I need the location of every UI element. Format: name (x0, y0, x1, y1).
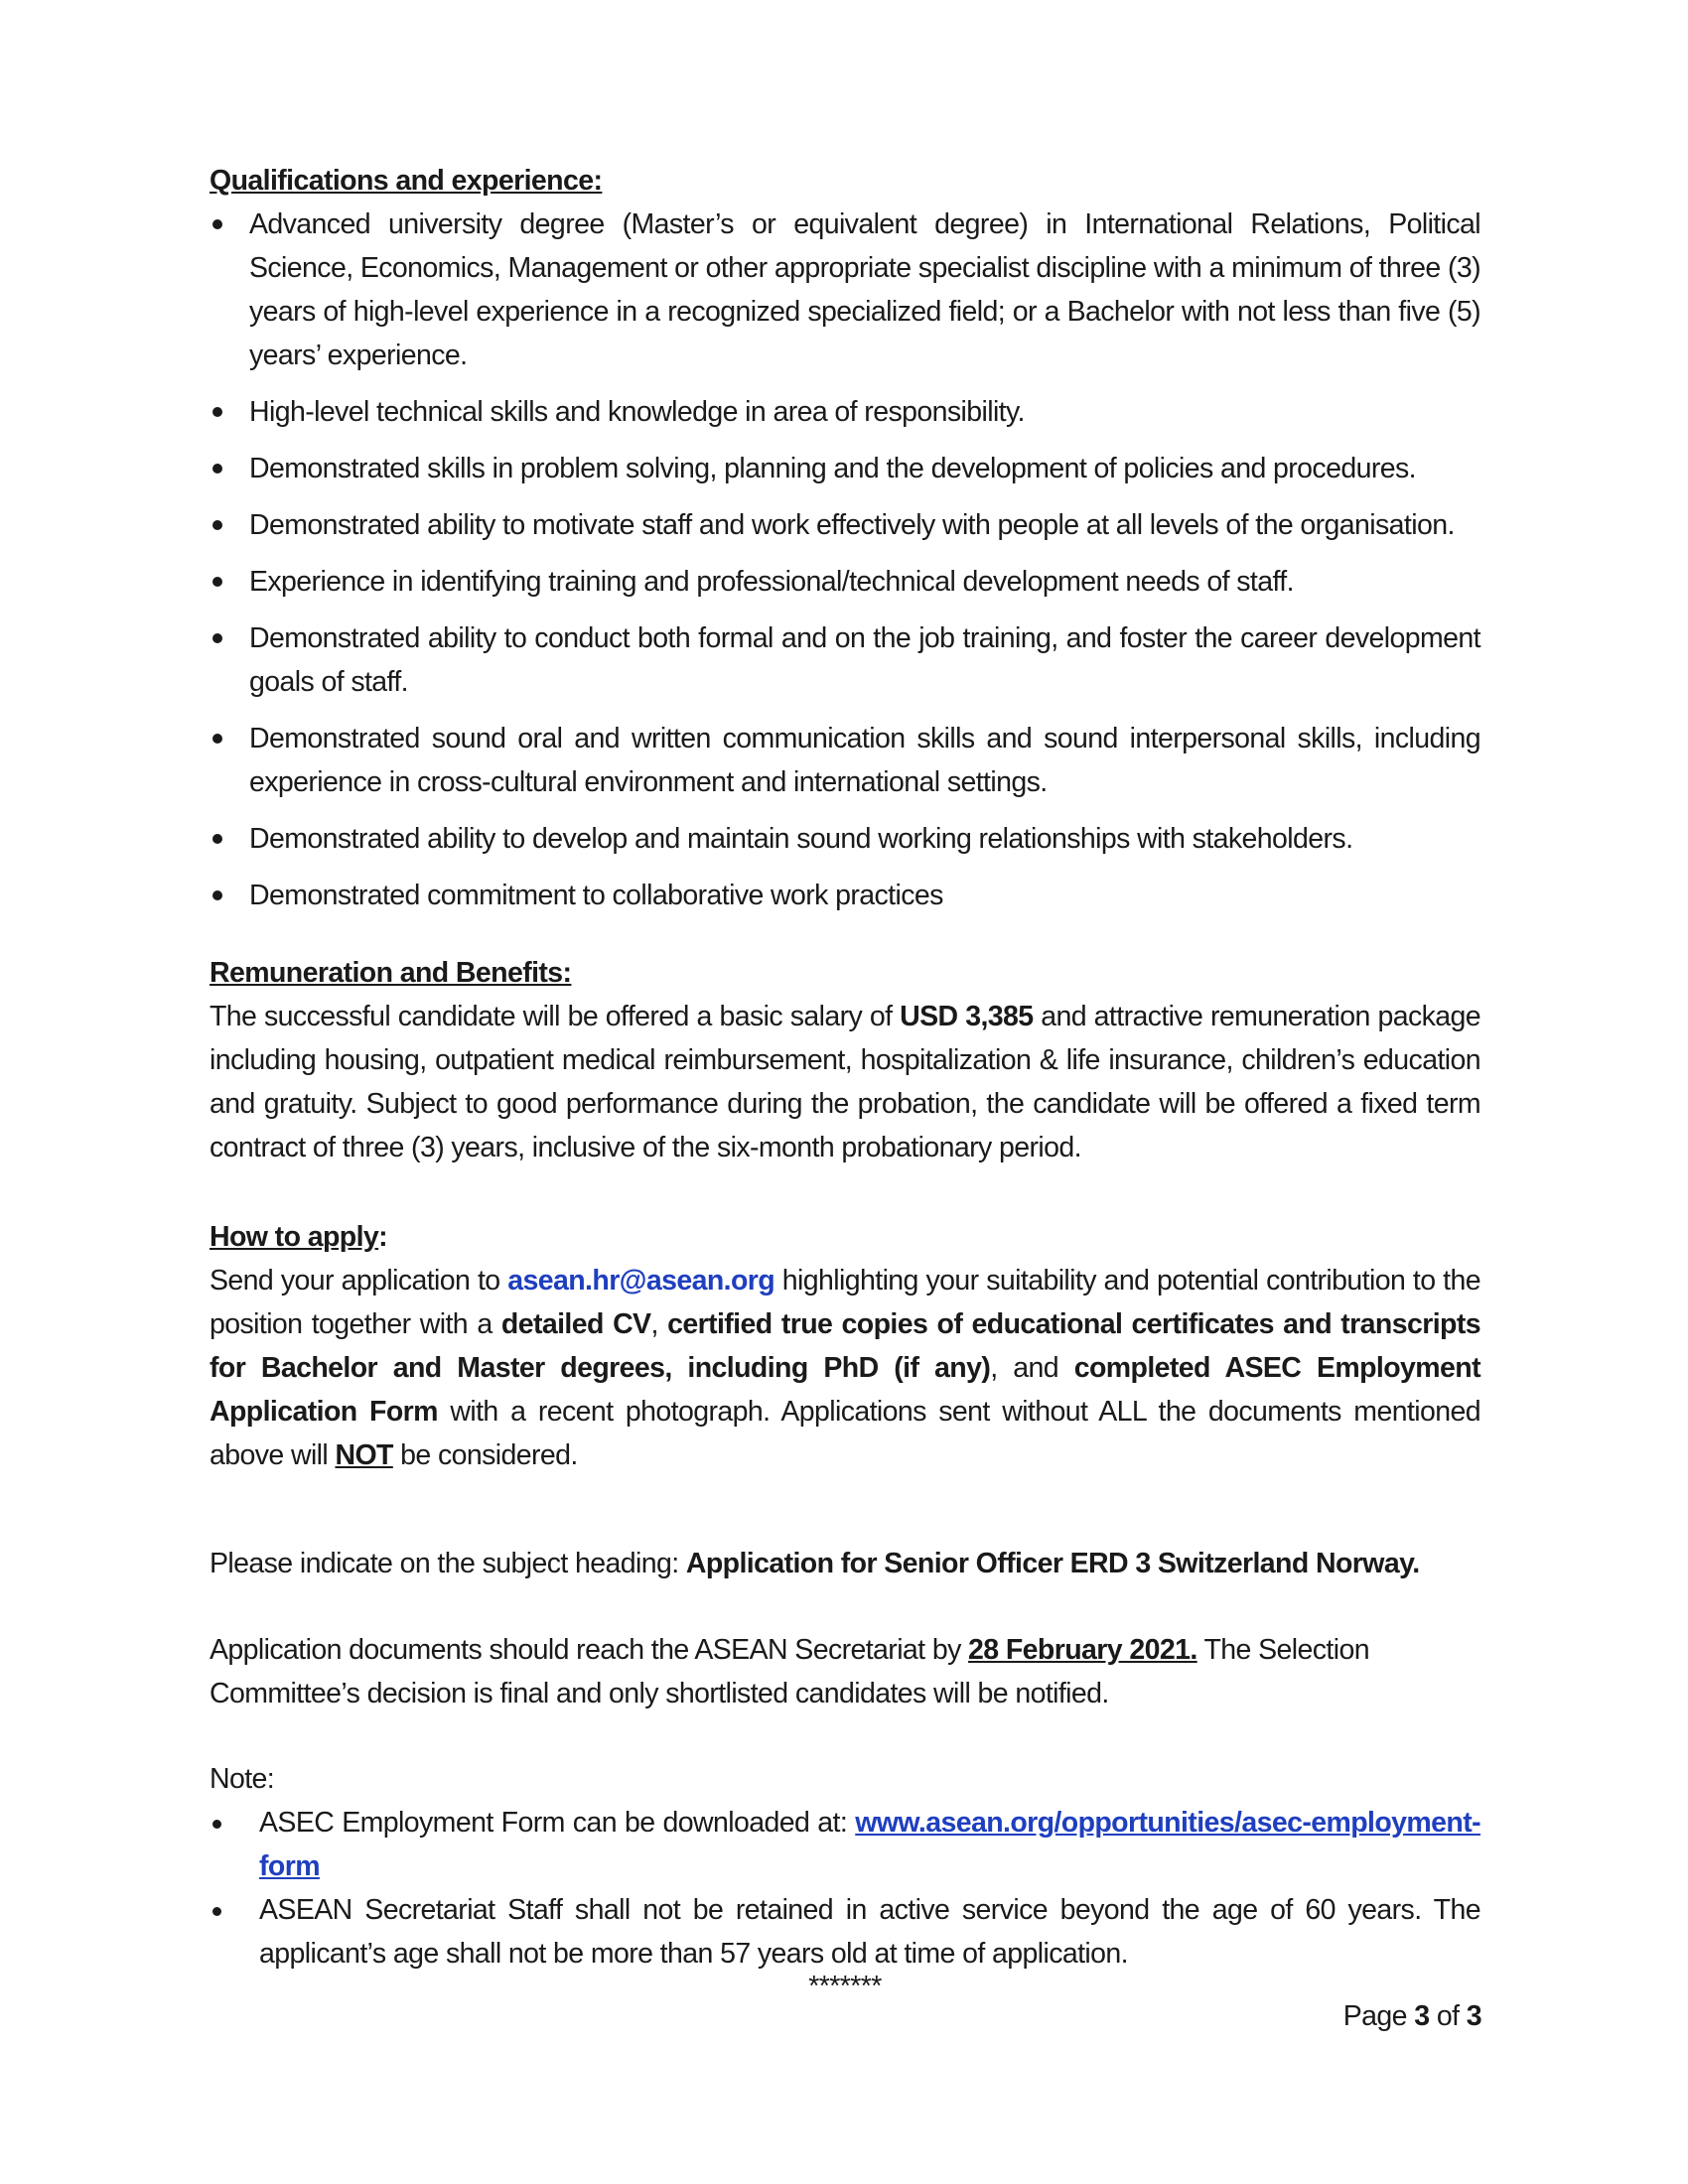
page-total: 3 (1466, 2000, 1481, 2032)
cv-requirement: detailed CV (500, 1308, 651, 1340)
not-emphasis: NOT (335, 1439, 393, 1471)
form-requirement: completed ASEC Employment Application Form (210, 1352, 1480, 1428)
paragraph-text: highlighting your suitability and potential contribution to the position together with a (210, 1265, 1480, 1340)
how-to-apply-section (210, 1215, 1480, 1477)
list-item: Demonstrated ability to motivate staff and work effectively with people at all levels of the organisation. (210, 503, 1480, 547)
remuneration-heading: Remuneration and Benefits: (210, 957, 572, 989)
page-current: 3 (1414, 2000, 1430, 2032)
remuneration-text: The successful candidate will be offered a basic salary of (210, 1001, 901, 1032)
note-section (210, 1757, 1480, 2001)
deadline-paragraph (210, 1628, 1391, 1715)
of-label: of (1429, 2000, 1467, 2032)
paragraph-text: , (650, 1308, 668, 1340)
list-item: High-level technical skills and knowledge in area of responsibility. (210, 390, 1480, 434)
note-text: ASEC Employment Form can be downloaded at: (259, 1807, 856, 1839)
list-item: Demonstrated skills in problem solving, planning and the development of policies and procedures. (210, 447, 1480, 490)
separator-stars: ******* (808, 1971, 882, 2002)
paragraph-text: with a recent photograph. Applications sent without ALL the documents mentioned above will (210, 1396, 1480, 1471)
paragraph-text: , and (990, 1352, 1074, 1384)
note-label: Note: (210, 1763, 275, 1795)
how-to-apply-heading (210, 1215, 1480, 1259)
subject-label: Please indicate on the subject heading: (210, 1548, 686, 1579)
list-item: Demonstrated ability to conduct both formal and on the job training, and foster the career development goals of staff. (210, 616, 1480, 704)
list-item: Demonstrated commitment to collaborative work practices (210, 874, 1480, 917)
list-item: Advanced university degree (Master’s or equivalent degree) in International Relations, Political Science, Economics, Management or other appropriate specialist discipline with a minimum of three (3) years of high-level experience in a recognized specialized field; or a Bachelor with not less than five (5) years’ experience. (210, 203, 1480, 377)
qualifications-section (210, 159, 1480, 930)
deadline-text: The Selection Committee’s decision is final and only shortlisted candidates will be notified. (210, 1634, 1369, 1709)
remuneration-paragraph (210, 995, 1480, 1169)
heading-colon: : (378, 1221, 388, 1253)
remuneration-text: and attractive remuneration package including housing, outpatient medical reimbursement, hospitalization & life insurance, children’s education and gratuity. Subject to good performance during the probation, the candidate will be offered a fixed term contract of three (3) years, inclusive of the six-month probationary period. (210, 1001, 1480, 1163)
list-item: Demonstrated ability to develop and maintain sound working relationships with stakeholders. (210, 817, 1480, 861)
salary-value: USD 3,385 (900, 1001, 1034, 1032)
qualifications-list (210, 203, 1480, 917)
remuneration-section (210, 951, 1480, 1169)
qualifications-heading: Qualifications and experience: (210, 165, 603, 197)
list-item: Demonstrated sound oral and written communication skills and sound interpersonal skills, including experience in cross-cultural environment and international settings. (210, 717, 1480, 804)
application-paragraph (210, 1259, 1480, 1477)
list-item (210, 1801, 1480, 1888)
email-link[interactable]: asean.hr@asean.org (507, 1265, 775, 1297)
how-to-apply-heading-text: How to apply (210, 1221, 379, 1253)
subject-value: Application for Senior Officer ERD 3 Switzerland Norway. (685, 1548, 1420, 1579)
paragraph-text: Send your application to (210, 1265, 508, 1297)
list-item: ASEAN Secretariat Staff shall not be retained in active service beyond the age of 60 years. The applicant’s age shall not be more than 57 years old at time of application. (210, 1888, 1480, 1976)
deadline-text: Application documents should reach the ASEAN Secretariat by (210, 1634, 969, 1666)
list-item: Experience in identifying training and professional/technical development needs of staff. (210, 560, 1480, 604)
deadline-date: 28 February 2021. (968, 1634, 1197, 1666)
note-list (210, 1801, 1480, 1976)
page-number (1343, 2000, 1481, 2033)
page-label: Page (1342, 2000, 1415, 2032)
certificates-requirement: certified true copies of educational certificates and transcripts for Bachelor and Master degrees, including PhD (if any) (210, 1308, 1480, 1384)
subject-paragraph (210, 1542, 1480, 1585)
paragraph-text: be considered. (392, 1439, 578, 1471)
employment-form-link[interactable]: www.asean.org/opportunities/asec-employment-form (259, 1807, 1480, 1882)
